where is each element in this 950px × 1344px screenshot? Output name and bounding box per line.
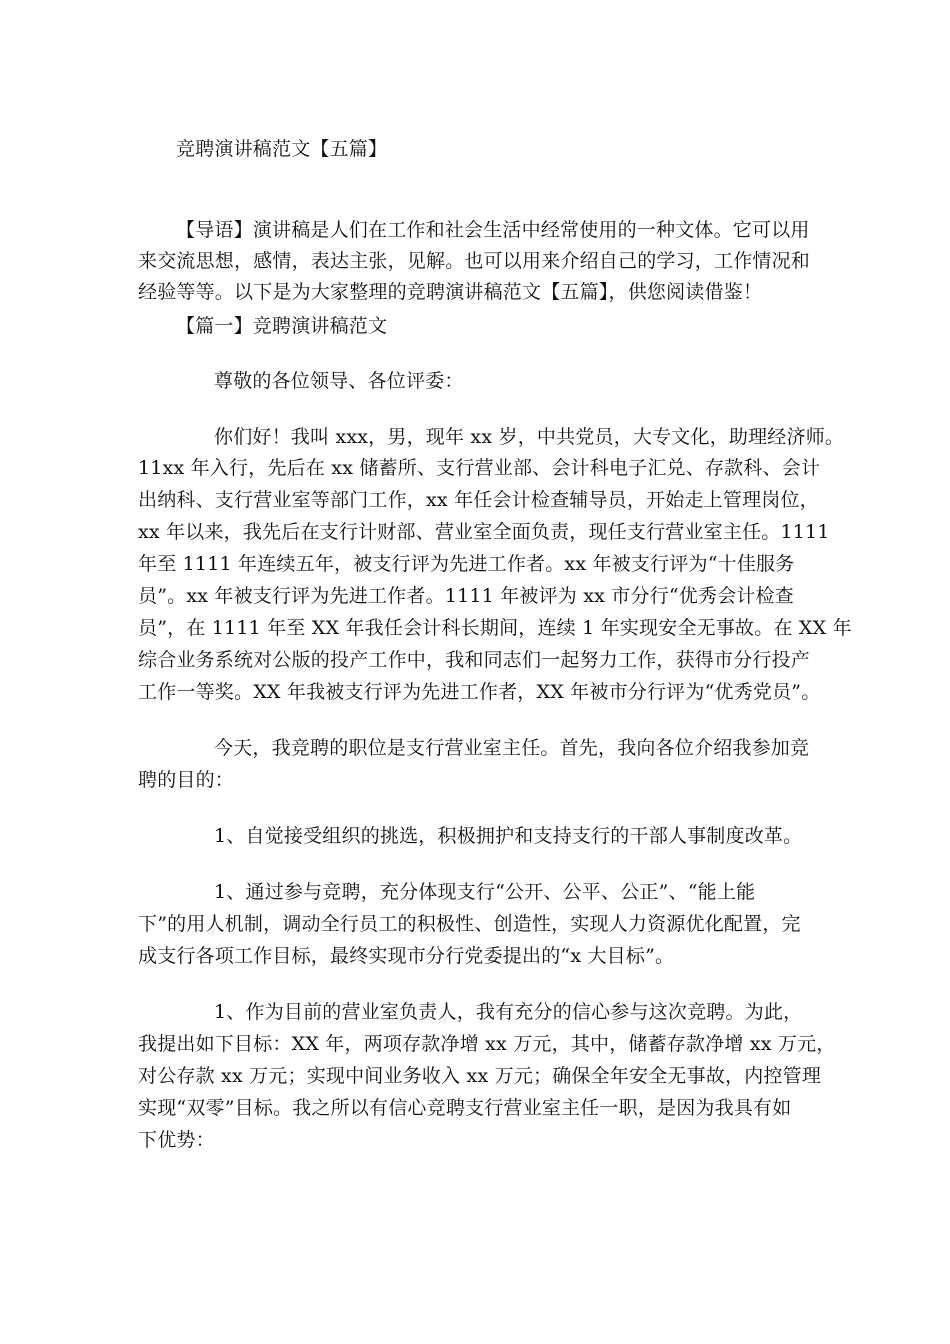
intro-line-2: 来交流思想，感情，表达主张，见解。也可以用来介绍自己的学习，工作情况和 <box>138 250 811 272</box>
intro-line-1: 【导语】演讲稿是人们在工作和社会生活中经常使用的一种文体。它可以用 <box>176 219 810 241</box>
document-title: 竞聘演讲稿范文【五篇】 <box>176 138 388 160</box>
salutation: 尊敬的各位领导、各位评委： <box>214 370 464 392</box>
item2-line-1: 1、通过参与竞聘，充分体现支行“公开、公平、公正”、“能上能 <box>214 881 756 903</box>
para1-line-7: 员”，在 1111 年至 XX 年我任会计科长期间，连续 1 年实现安全无事故。在 XX 年 <box>138 617 852 639</box>
para2-line-1: 今天，我竞聘的职位是支行营业室主任。首先，我向各位介绍我参加竞 <box>214 737 810 759</box>
item2-line-3: 成支行各项工作目标，最终实现市分行党委提出的“x 大目标”。 <box>138 945 675 967</box>
item3-line-5: 下优势： <box>138 1129 215 1151</box>
list-item-1: 1、自觉接受组织的挑选，积极拥护和支持支行的干部人事制度改革。 <box>214 825 803 847</box>
para1-line-6: 员”。xx 年被支行评为先进工作者。1111 年被评为 xx 市分行“优秀会计检查 <box>138 585 795 607</box>
para1-line-9: 工作一等奖。XX 年我被支行评为先进工作者，XX 年被市分行评为“优秀党员”。 <box>138 681 821 703</box>
item3-line-1: 1、作为目前的营业室负责人，我有充分的信心参与这次竞聘。为此， <box>214 1001 803 1023</box>
para2-line-2: 聘的目的： <box>138 769 235 791</box>
item3-line-2: 我提出如下目标：XX 年，两项存款净增 xx 万元，其中，储蓄存款净增 xx 万元， <box>138 1033 836 1055</box>
intro-line-3: 经验等等。以下是为大家整理的竞聘演讲稿范文【五篇】，供您阅读借鉴！ <box>138 281 763 303</box>
para1-line-5: 年至 1111 年连续五年，被支行评为先进工作者。xx 年被支行评为“十佳服务 <box>138 553 795 575</box>
para1-line-1: 你们好！我叫 xxx，男，现年 xx 岁，中共党员，大专文化，助理经济师。 <box>214 426 845 448</box>
item2-line-2: 下”的用人机制，调动全行员工的积极性、创造性，实现人力资源优化配置，完 <box>138 913 801 935</box>
para1-line-2: 11xx 年入行，先后在 xx 储蓄所、支行营业部、会计科电子汇兑、存款科、会计 <box>138 457 821 479</box>
para1-line-4: xx 年以来，我先后在支行计财部、营业室全面负责，现任支行营业室主任。1111 <box>138 521 830 543</box>
para1-line-3: 出纳科、支行营业室等部门工作，xx 年任会计检查辅导员，开始走上管理岗位， <box>138 489 819 511</box>
section-heading: 【篇一】竞聘演讲稿范文 <box>176 315 388 337</box>
item3-line-4: 实现“双零”目标。我之所以有信心竞聘支行营业室主任一职，是因为我具有如 <box>138 1097 792 1119</box>
item3-line-3: 对公存款 xx 万元；实现中间业务收入 xx 万元；确保全年安全无事故，内控管理 <box>138 1065 822 1087</box>
para1-line-8: 综合业务系统对公版的投产工作中，我和同志们一起努力工作，获得市分行投产 <box>138 649 811 671</box>
